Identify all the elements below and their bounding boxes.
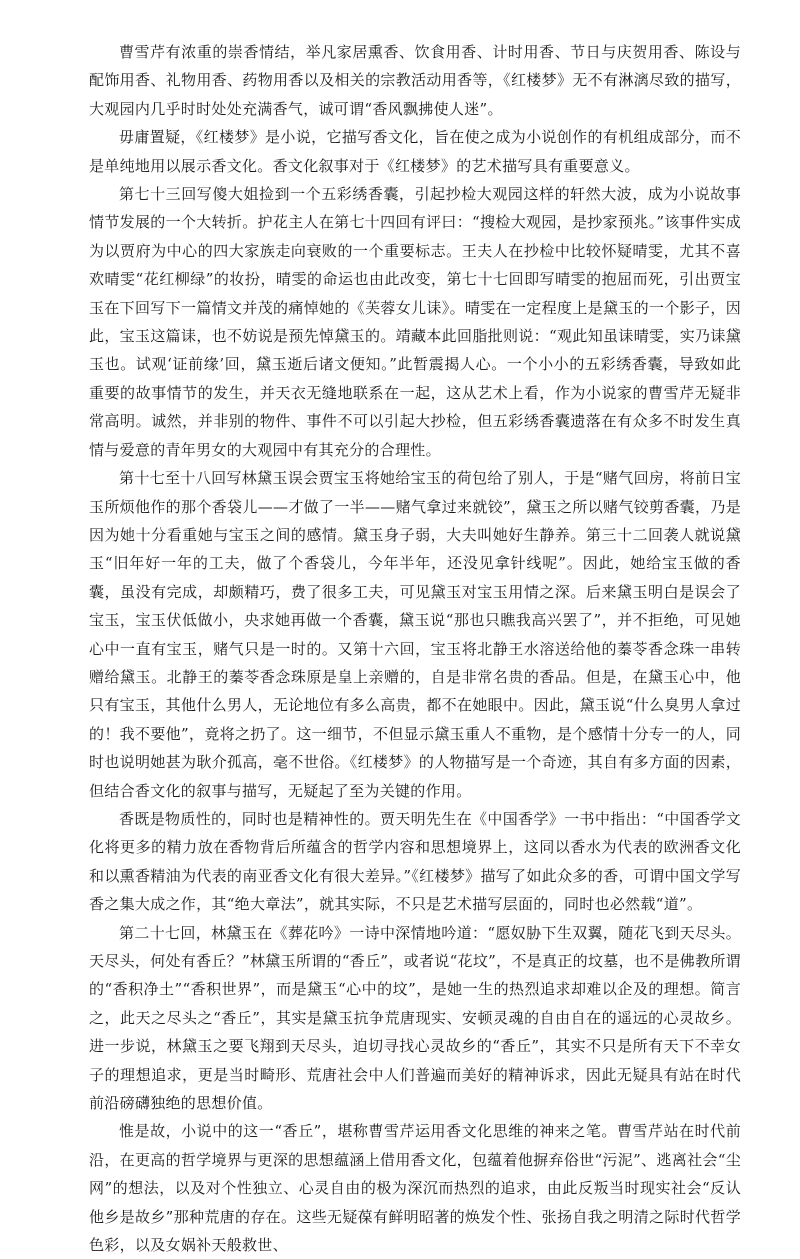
document-body (89, 38, 741, 1259)
paragraph-6: 第二十七回，林黛玉在《葬花吟》一诗中深情地吟道：“愿奴胁下生双翼，随花飞到天尽头。天尽头，何处有香丘？”林黛玉所谓的“香丘”，或者说“花坟”，不是真正的坟墓，也不是佛教所谓的“香积净土”“香积世界”，而是黛玉“心中的坟”，是她一生的热烈追求却难以企及的理想。简言之，此天之尽头之“香丘”，其实是黛玉抗争荒唐现实、安顿灵魂的自由自在的遥远的心灵故乡。进一步说，林黛玉之要飞翔到天尽头，迫切寻找心灵故乡的“香丘”，其实不只是所有天下不幸女子的理想追求，更是当时畸形、荒唐社会中人们普遍而美好的精神诉求，因此无疑具有站在时代前沿磅礴独绝的思想价值。 (89, 923, 741, 1113)
paragraph-5: 香既是物质性的，同时也是精神性的。贾天明先生在《中国香学》一书中指出：“中国香学文化将更多的精力放在香物背后所蕴含的哲学内容和思想境界上，这同以香水为代表的欧洲香文化和以熏香精油为代表的南亚香文化有很大差异。”《红楼梦》描写了如此众多的香，可谓中国文学写香之集大成之作，其“绝大章法”，就其实际，不只是艺术描写层面的，同时也必然载“道”。 (89, 809, 741, 914)
paragraph-3: 第七十三回写傻大姐捡到一个五彩绣香囊，引起抄检大观园这样的轩然大波，成为小说故事情节发展的一个大转折。护花主人在第七十四回有评曰：“搜检大观园，是抄家预兆。”该事件实成为以贾府为中心的四大家族走向衰败的一个重要标志。王夫人在抄检中比较怀疑晴雯，尤其不喜欢晴雯“花红柳绿”的妆扮，晴雯的命运也由此改变，第七十七回即写晴雯的抱屈而死，引出贾宝玉在下回写下一篇情文并茂的痛悼她的《芙蓉女儿诔》。晴雯在一定程度上是黛玉的一个影子，因此，宝玉这篇诔，也不妨说是预先悼黛玉的。靖藏本此回脂批则说：“观此知虽诔晴雯，实乃诔黛玉也。试观‘证前缘’回，黛玉逝后诸文便知。”此暂震揭人心。一个小小的五彩绣香囊，导致如此重要的故事情节的发生，并天衣无缝地联系在一起，这从艺术上看，作为小说家的曹雪芹无疑非常高明。诚然，并非别的物件、事件不可以引起大抄检，但五彩绣香囊遗落在有众多不时发生真情与爱意的青年男女的大观园中有其充分的合理性。 (89, 185, 741, 459)
paragraph-2: 毋庸置疑，《红楼梦》是小说，它描写香文化，旨在使之成为小说创作的有机组成部分，而不是单纯地用以展示香文化。香文化叙事对于《红楼梦》的艺术描写具有重要意义。 (89, 128, 741, 175)
paragraph-4: 第十七至十八回写林黛玉误会贾宝玉将她给宝玉的荷包给了别人，于是“赌气回房，将前日宝玉所烦他作的那个香袋儿——才做了一半——赌气拿过来就铰”，黛玉之所以赌气铰剪香囊，乃是因为她十分看重她与宝玉之间的感情。黛玉身子弱，大夫叫她好生静养。第三十二回袭人就说黛玉“旧年好一年的工夫，做了个香袋儿，今年半年，还没见拿针线呢”。因此，她给宝玉做的香囊，虽没有完成，却颇精巧，费了很多工夫，可见黛玉对宝玉用情之深。后来黛玉明白是误会了宝玉，宝玉伏低做小，央求她再做一个香囊，黛玉说“那也只瞧我高兴罢了”，并不拒绝，可见她心中一直有宝玉，赌气只是一时的。又第十六回，宝玉将北静王水溶送给他的蓁苓香念珠一串转赠给黛玉。北静王的蓁苓香念珠原是皇上亲赠的，自是非常名贵的香品。但是，在黛玉心中，他只有宝玉，其他什么男人，无论地位有多么高贵，都不在她眼中。因此，黛玉说“什么臭男人拿过的！我不要他”，竟将之扔了。这一细节，不但显示黛玉重人不重物，是个感情十分专一的人，同时也说明她甚为耿介孤高，毫不世俗。《红楼梦》的人物描写是一个奇迹，其自有多方面的因素，但结合香文化的叙事与描写，无疑起了至为关键的作用。 (89, 469, 741, 800)
paragraph-1: 曹雪芹有浓重的崇香情结，举凡家居熏香、饮食用香、计时用香、节日与庆贺用香、陈设与配饰用香、礼物用香、药物用香以及相关的宗教活动用香等，《红楼梦》无不有淋漓尽致的描写，大观园内几乎时时处处充满香气，诚可谓“香风飘拂使人迷”。 (89, 43, 741, 118)
paragraph-7: 惟是故，小说中的这一“香丘”，堪称曹雪芹运用香文化思维的神来之笔。曹雪芹站在时代前沿，在更高的哲学境界与更深的思想蕴涵上借用香文化，包蕴着他摒弃俗世“污泥”、逃离社会“尘网”的想法，以及对个性独立、心灵自由的极为深沉而热烈的追求，由此反叛当时现实社会“反认他乡是故乡”那种荒唐的存在。这些无疑葆有鲜明昭著的焕发个性、张扬自我之明清之际时代哲学色彩，以及女娲补天般救世、 (89, 1122, 741, 1255)
